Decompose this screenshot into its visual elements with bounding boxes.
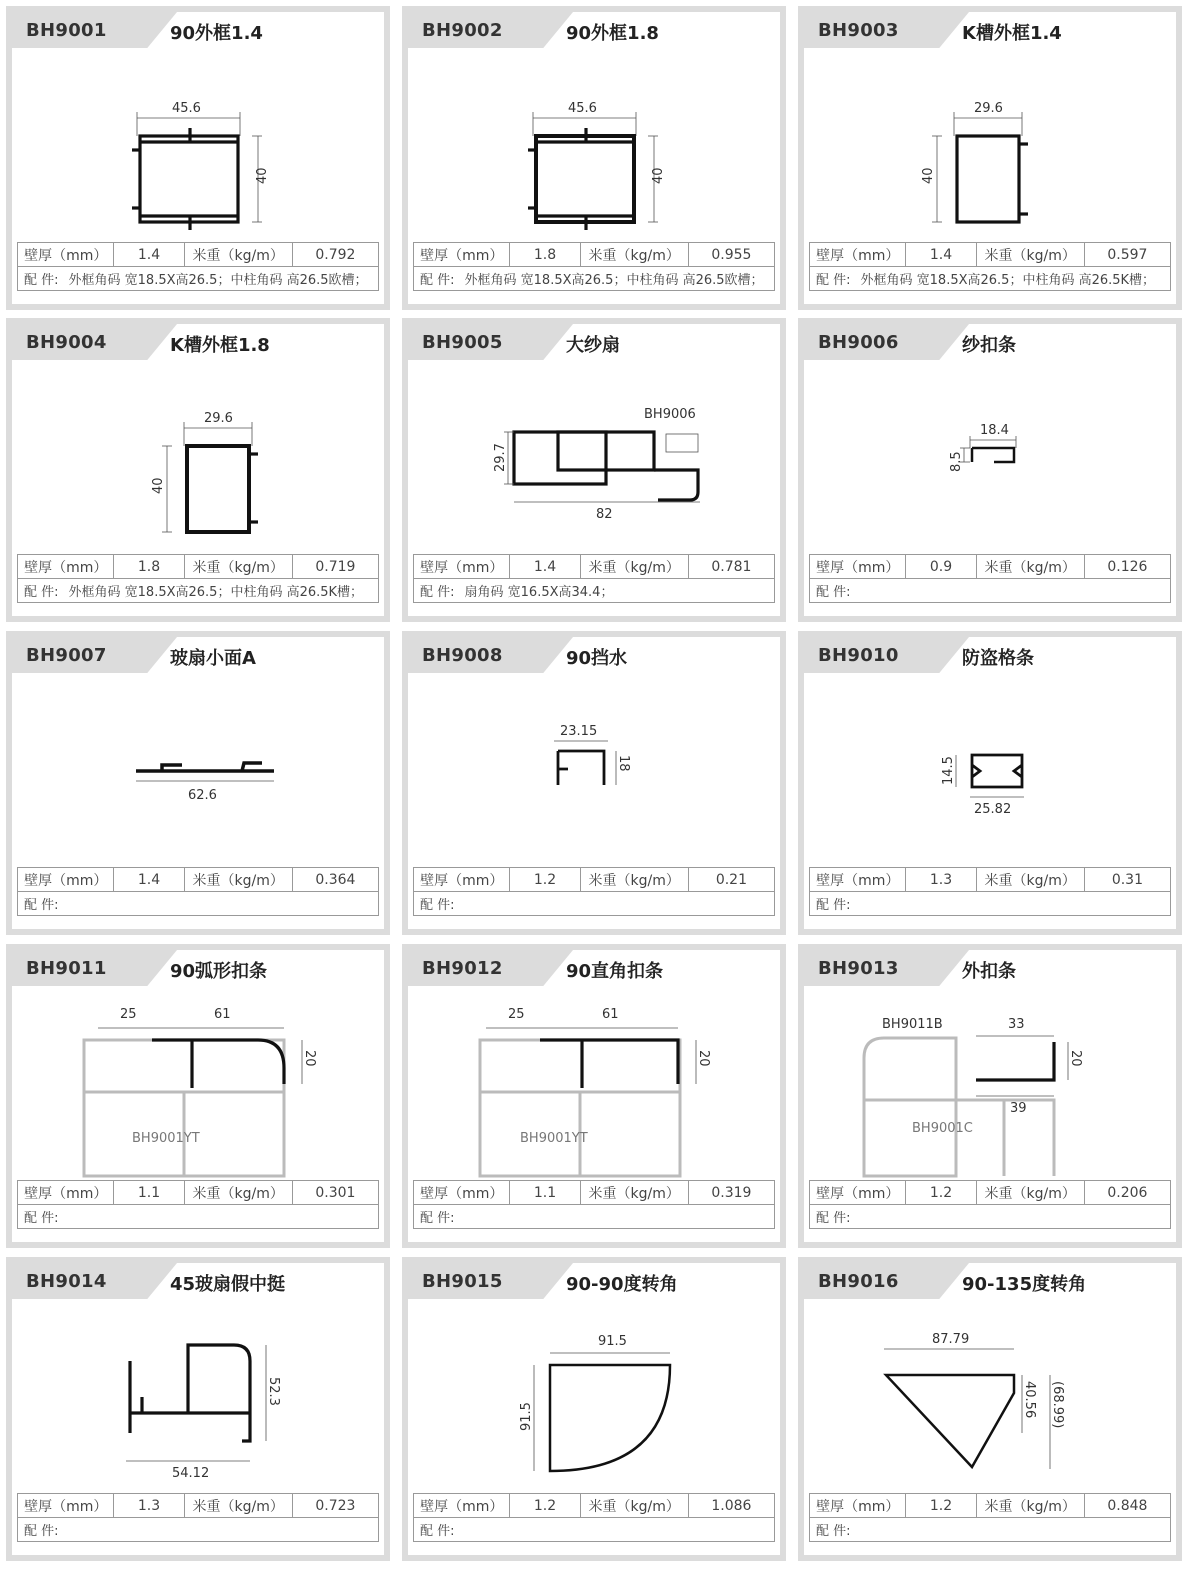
dimension-label: 25.82 <box>974 802 1012 817</box>
cross-section-diagram <box>804 988 1176 1180</box>
profile-code: BH9008 <box>422 645 503 666</box>
profile-name: 90-135度转角 <box>962 1274 1087 1295</box>
wall-thickness-label: 壁厚（mm） <box>810 243 906 267</box>
accessories-cell <box>414 1205 775 1229</box>
spec-row <box>414 1181 775 1205</box>
accessories-row <box>18 892 379 916</box>
dimension-label: BH9006 <box>644 407 696 422</box>
profile-name: 90外框1.8 <box>566 23 659 44</box>
profile-card <box>402 318 786 622</box>
profile-drawing <box>804 675 1176 867</box>
accessories-row <box>18 1518 379 1542</box>
dimension-label: 82 <box>596 507 613 522</box>
cross-section-diagram <box>804 362 1176 554</box>
profile-drawing <box>408 362 780 554</box>
spec-table <box>17 1180 379 1229</box>
weight-label: 米重（kg/m） <box>976 555 1084 579</box>
dimension-label: BH9011B <box>882 1017 943 1032</box>
dimension-label: 62.6 <box>188 788 217 803</box>
wall-thickness-value: 1.8 <box>510 243 580 267</box>
accessories-value: 外框角码 宽18.5X高26.5；中柱角码 高26.5欧槽； <box>464 273 764 288</box>
profile-card <box>402 1257 786 1561</box>
weight-label: 米重（kg/m） <box>976 243 1084 267</box>
accessories-cell <box>810 579 1171 603</box>
profile-drawing <box>408 1301 780 1493</box>
wall-thickness-value: 1.4 <box>114 868 184 892</box>
accessories-cell <box>18 267 379 291</box>
card-header <box>12 950 384 986</box>
accessories-value: 外框角码 宽18.5X高26.5；中柱角码 高26.5K槽； <box>860 273 1156 288</box>
wall-thickness-label: 壁厚（mm） <box>18 868 114 892</box>
weight-label: 米重（kg/m） <box>580 555 688 579</box>
wall-thickness-value: 1.4 <box>114 243 184 267</box>
spec-table <box>413 1493 775 1542</box>
accessories-row <box>414 579 775 603</box>
profile-code: BH9004 <box>26 332 107 353</box>
weight-value: 0.848 <box>1084 1494 1170 1518</box>
card-header <box>408 1263 780 1299</box>
weight-label: 米重（kg/m） <box>976 868 1084 892</box>
accessories-cell <box>810 1518 1171 1542</box>
accessories-cell <box>414 892 775 916</box>
spec-row <box>18 1494 379 1518</box>
accessories-value: 外框角码 宽18.5X高26.5；中柱角码 高26.5欧槽； <box>68 273 368 288</box>
weight-value: 0.723 <box>292 1494 378 1518</box>
accessories-row <box>414 1205 775 1229</box>
weight-value: 0.781 <box>688 555 774 579</box>
wall-thickness-label: 壁厚（mm） <box>18 555 114 579</box>
profile-code: BH9005 <box>422 332 503 353</box>
profile-card <box>6 631 390 935</box>
accessories-row <box>414 892 775 916</box>
dimension-label: 40 <box>651 167 666 184</box>
spec-table <box>809 1493 1171 1542</box>
profile-card <box>798 1257 1182 1561</box>
profile-card <box>798 318 1182 622</box>
wall-thickness-label: 壁厚（mm） <box>18 1494 114 1518</box>
card-header <box>804 324 1176 360</box>
dimension-label: 14.5 <box>941 756 956 785</box>
profile-name: 45玻扇假中挺 <box>170 1274 286 1295</box>
profile-code: BH9001 <box>26 20 107 41</box>
wall-thickness-label: 壁厚（mm） <box>18 1181 114 1205</box>
card-header <box>804 950 1176 986</box>
accessories-row <box>414 267 775 291</box>
dimension-label: 54.12 <box>172 1466 210 1481</box>
dimension-label: 61 <box>214 1007 231 1022</box>
card-header <box>804 637 1176 673</box>
wall-thickness-value: 1.1 <box>114 1181 184 1205</box>
profile-code: BH9003 <box>818 20 899 41</box>
accessories-cell <box>18 1518 379 1542</box>
accessories-cell <box>810 1205 1171 1229</box>
profile-card <box>798 631 1182 935</box>
spec-row <box>18 243 379 267</box>
weight-value: 0.792 <box>292 243 378 267</box>
accessories-label: 配 件: <box>24 1211 59 1226</box>
accessories-label: 配 件: <box>420 273 455 288</box>
wall-thickness-value: 1.2 <box>510 1494 580 1518</box>
dimension-label: 45.6 <box>172 101 201 116</box>
card-header <box>408 950 780 986</box>
reference-label: BH9001C <box>912 1121 973 1136</box>
cross-section-diagram <box>408 362 780 554</box>
dimension-label: 23.15 <box>560 724 598 739</box>
spec-row <box>810 555 1171 579</box>
wall-thickness-value: 1.3 <box>906 868 976 892</box>
accessories-label: 配 件: <box>816 1211 851 1226</box>
dimension-label: 29.7 <box>493 443 508 472</box>
wall-thickness-label: 壁厚（mm） <box>810 868 906 892</box>
dimension-label: 39 <box>1010 1101 1027 1116</box>
spec-table <box>413 554 775 603</box>
spec-table <box>413 867 775 916</box>
profile-drawing <box>804 362 1176 554</box>
spec-table <box>17 554 379 603</box>
weight-label: 米重（kg/m） <box>580 243 688 267</box>
cross-section-diagram <box>804 50 1176 242</box>
dimension-label: 20 <box>1068 1050 1083 1067</box>
card-header <box>408 637 780 673</box>
dimension-label: 91.5 <box>519 1402 534 1431</box>
dimension-label: 40 <box>921 167 936 184</box>
cross-section-diagram <box>12 50 384 242</box>
weight-label: 米重（kg/m） <box>580 1494 688 1518</box>
accessories-cell <box>414 1518 775 1542</box>
dimension-label: 25 <box>508 1007 525 1022</box>
weight-value: 0.319 <box>688 1181 774 1205</box>
accessories-row <box>414 1518 775 1542</box>
dimension-label: 20 <box>696 1050 711 1067</box>
spec-row <box>810 868 1171 892</box>
profile-card <box>402 944 786 1248</box>
cross-section-diagram <box>12 675 384 867</box>
profile-code: BH9015 <box>422 1271 503 1292</box>
profile-name: K槽外框1.4 <box>962 23 1062 44</box>
weight-label: 米重（kg/m） <box>580 1181 688 1205</box>
accessories-label: 配 件: <box>24 273 59 288</box>
cross-section-diagram <box>408 988 780 1180</box>
spec-row <box>18 868 379 892</box>
cross-section-diagram <box>804 675 1176 867</box>
wall-thickness-value: 0.9 <box>906 555 976 579</box>
profile-card <box>402 6 786 310</box>
profile-name: 90外框1.4 <box>170 23 263 44</box>
dimension-label: 20 <box>302 1050 317 1067</box>
profile-code: BH9002 <box>422 20 503 41</box>
dimension-label: 33 <box>1008 1017 1025 1032</box>
profile-name: 90-90度转角 <box>566 1274 678 1295</box>
spec-row <box>414 868 775 892</box>
profile-code: BH9016 <box>818 1271 899 1292</box>
spec-row <box>810 1181 1171 1205</box>
reference-label: BH9001YT <box>520 1131 588 1146</box>
weight-label: 米重（kg/m） <box>184 1494 292 1518</box>
card-header <box>12 12 384 48</box>
wall-thickness-value: 1.2 <box>906 1494 976 1518</box>
profile-code: BH9006 <box>818 332 899 353</box>
spec-table <box>809 554 1171 603</box>
accessories-cell <box>18 579 379 603</box>
weight-value: 0.364 <box>292 868 378 892</box>
cross-section-diagram <box>408 50 780 242</box>
weight-label: 米重（kg/m） <box>184 243 292 267</box>
profile-name: 玻扇小面A <box>170 648 256 669</box>
dimension-label: 40 <box>151 477 166 494</box>
card-header <box>804 1263 1176 1299</box>
accessories-row <box>18 1205 379 1229</box>
weight-value: 0.31 <box>1084 868 1170 892</box>
dimension-label: 40.56 <box>1022 1381 1037 1419</box>
dimension-label: 40 <box>255 167 270 184</box>
spec-row <box>18 555 379 579</box>
cross-section-diagram <box>804 1301 1176 1493</box>
accessories-label: 配 件: <box>420 1211 455 1226</box>
accessories-row <box>810 1205 1171 1229</box>
profile-code: BH9013 <box>818 958 899 979</box>
accessories-cell <box>414 267 775 291</box>
weight-label: 米重（kg/m） <box>184 1181 292 1205</box>
wall-thickness-value: 1.3 <box>114 1494 184 1518</box>
wall-thickness-value: 1.2 <box>510 868 580 892</box>
spec-table <box>17 867 379 916</box>
profile-code: BH9012 <box>422 958 503 979</box>
weight-label: 米重（kg/m） <box>976 1181 1084 1205</box>
card-header <box>12 637 384 673</box>
spec-table <box>413 1180 775 1229</box>
wall-thickness-label: 壁厚（mm） <box>18 243 114 267</box>
profile-code: BH9007 <box>26 645 107 666</box>
profile-card <box>6 1257 390 1561</box>
wall-thickness-label: 壁厚（mm） <box>414 555 510 579</box>
dimension-label: 87.79 <box>932 1332 970 1347</box>
weight-value: 0.301 <box>292 1181 378 1205</box>
weight-value: 0.21 <box>688 868 774 892</box>
wall-thickness-label: 壁厚（mm） <box>810 1181 906 1205</box>
card-header <box>408 12 780 48</box>
reference-label: BH9001YT <box>132 1131 200 1146</box>
spec-row <box>810 1494 1171 1518</box>
spec-table <box>17 1493 379 1542</box>
profile-card <box>6 318 390 622</box>
weight-value: 1.086 <box>688 1494 774 1518</box>
profile-name: 90直角扣条 <box>566 961 664 982</box>
spec-row <box>810 243 1171 267</box>
weight-label: 米重（kg/m） <box>184 868 292 892</box>
profile-card <box>798 6 1182 310</box>
spec-row <box>414 555 775 579</box>
card-header <box>12 1263 384 1299</box>
weight-value: 0.955 <box>688 243 774 267</box>
weight-value: 0.206 <box>1084 1181 1170 1205</box>
wall-thickness-label: 壁厚（mm） <box>414 1181 510 1205</box>
cross-section-diagram <box>12 1301 384 1493</box>
dimension-label: 18 <box>616 755 631 772</box>
spec-table <box>809 242 1171 291</box>
weight-label: 米重（kg/m） <box>184 555 292 579</box>
accessories-cell <box>810 267 1171 291</box>
accessories-label: 配 件: <box>420 1524 455 1539</box>
weight-label: 米重（kg/m） <box>580 868 688 892</box>
accessories-row <box>18 267 379 291</box>
profile-name: K槽外框1.8 <box>170 335 270 356</box>
profile-drawing <box>12 988 384 1180</box>
wall-thickness-value: 1.8 <box>114 555 184 579</box>
wall-thickness-value: 1.4 <box>510 555 580 579</box>
dimension-label: 45.6 <box>568 101 597 116</box>
profile-name: 90挡水 <box>566 648 628 669</box>
profile-name: 90弧形扣条 <box>170 961 268 982</box>
weight-value: 0.597 <box>1084 243 1170 267</box>
wall-thickness-label: 壁厚（mm） <box>810 555 906 579</box>
card-header <box>12 324 384 360</box>
accessories-label: 配 件: <box>24 585 59 600</box>
spec-table <box>413 242 775 291</box>
wall-thickness-label: 壁厚（mm） <box>414 1494 510 1518</box>
profile-card <box>6 944 390 1248</box>
weight-value: 0.126 <box>1084 555 1170 579</box>
profile-name: 外扣条 <box>962 961 1016 982</box>
profile-card <box>6 6 390 310</box>
cross-section-diagram <box>408 675 780 867</box>
profile-drawing <box>804 1301 1176 1493</box>
profile-card <box>402 631 786 935</box>
accessories-label: 配 件: <box>816 273 851 288</box>
accessories-cell <box>810 892 1171 916</box>
profile-drawing <box>408 50 780 242</box>
dimension-label: 29.6 <box>204 411 233 426</box>
spec-table <box>809 867 1171 916</box>
card-header <box>408 324 780 360</box>
spec-table <box>809 1180 1171 1229</box>
spec-row <box>18 1181 379 1205</box>
dimension-label: 91.5 <box>598 1334 627 1349</box>
card-header <box>804 12 1176 48</box>
spec-table <box>17 242 379 291</box>
profile-drawing <box>12 50 384 242</box>
accessories-cell <box>414 579 775 603</box>
wall-thickness-label: 壁厚（mm） <box>414 243 510 267</box>
profile-drawing <box>408 675 780 867</box>
dimension-label: 61 <box>602 1007 619 1022</box>
cross-section-diagram <box>12 988 384 1180</box>
profile-drawing <box>12 362 384 554</box>
profile-drawing <box>804 988 1176 1180</box>
spec-row <box>414 1494 775 1518</box>
accessories-row <box>810 579 1171 603</box>
wall-thickness-value: 1.1 <box>510 1181 580 1205</box>
profile-card <box>798 944 1182 1248</box>
accessories-value: 扇角码 宽16.5X高34.4； <box>464 585 614 600</box>
accessories-label: 配 件: <box>816 1524 851 1539</box>
profile-drawing <box>408 988 780 1180</box>
accessories-label: 配 件: <box>816 585 851 600</box>
profile-name: 大纱扇 <box>566 335 620 356</box>
accessories-label: 配 件: <box>24 1524 59 1539</box>
profile-code: BH9011 <box>26 958 107 979</box>
spec-row <box>414 243 775 267</box>
profile-name: 防盗格条 <box>962 648 1034 669</box>
wall-thickness-label: 壁厚（mm） <box>414 868 510 892</box>
accessories-row <box>18 579 379 603</box>
accessories-cell <box>18 1205 379 1229</box>
profile-drawing <box>12 675 384 867</box>
weight-label: 米重（kg/m） <box>976 1494 1084 1518</box>
profile-drawing <box>804 50 1176 242</box>
accessories-label: 配 件: <box>816 898 851 913</box>
cross-section-diagram <box>408 1301 780 1493</box>
accessories-row <box>810 892 1171 916</box>
profile-code: BH9010 <box>818 645 899 666</box>
cross-section-diagram <box>12 362 384 554</box>
accessories-label: 配 件: <box>420 585 455 600</box>
dimension-label: 25 <box>120 1007 137 1022</box>
wall-thickness-value: 1.4 <box>906 243 976 267</box>
weight-value: 0.719 <box>292 555 378 579</box>
accessories-row <box>810 267 1171 291</box>
accessories-cell <box>18 892 379 916</box>
profile-drawing <box>12 1301 384 1493</box>
wall-thickness-label: 壁厚（mm） <box>810 1494 906 1518</box>
dimension-label: 8.5 <box>949 451 964 472</box>
dimension-label: (68.99) <box>1050 1381 1065 1429</box>
dimension-label: 52.3 <box>266 1377 281 1406</box>
wall-thickness-value: 1.2 <box>906 1181 976 1205</box>
accessories-label: 配 件: <box>24 898 59 913</box>
accessories-value: 外框角码 宽18.5X高26.5；中柱角码 高26.5K槽； <box>68 585 364 600</box>
profile-name: 纱扣条 <box>962 335 1016 356</box>
accessories-label: 配 件: <box>420 898 455 913</box>
dimension-label: 29.6 <box>974 101 1003 116</box>
profile-code: BH9014 <box>26 1271 107 1292</box>
accessories-row <box>810 1518 1171 1542</box>
dimension-label: 18.4 <box>980 423 1009 438</box>
